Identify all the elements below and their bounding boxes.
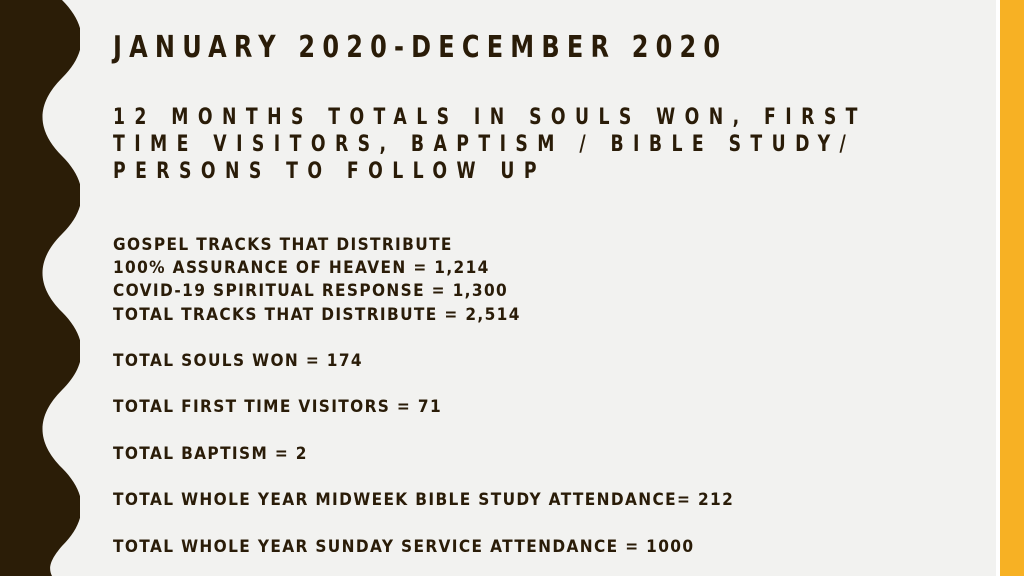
stat-line-covid-response: COVID-19 SPIRITUAL RESPONSE = 1,300 — [113, 281, 509, 302]
stats-list — [113, 234, 734, 559]
stat-line-midweek-bible-study: TOTAL WHOLE YEAR MIDWEEK BIBLE STUDY ATTENDANCE= 212 — [113, 490, 735, 511]
stat-line-baptism: TOTAL BAPTISM = 2 — [113, 443, 308, 464]
stat-line-first-time-visitors: TOTAL FIRST TIME VISITORS = 71 — [113, 397, 443, 418]
slide-title: JANUARY 2020-DECEMBER 2020 — [113, 30, 728, 65]
stat-line-gospel-tracks-heading: GOSPEL TRACKS THAT DISTRIBUTE — [113, 235, 453, 255]
right-accent-stripe — [1000, 0, 1024, 576]
left-wavy-border — [0, 0, 80, 576]
stat-line-sunday-service: TOTAL WHOLE YEAR SUNDAY SERVICE ATTENDANCE = 1000 — [113, 536, 695, 557]
stat-line-assurance-of-heaven: 100% ASSURANCE OF HEAVEN = 1,214 — [113, 258, 490, 279]
stat-line-souls-won: TOTAL SOULS WON = 174 — [113, 351, 363, 371]
stat-line-total-tracks: TOTAL TRACKS THAT DISTRIBUTE = 2,514 — [113, 304, 521, 325]
slide-subtitle: 12 MONTHS TOTALS IN SOULS WON, FIRST TIME VISITORS, BAPTISM / BIBLE STUDY/ PERSONS TO FOLLOW UP — [113, 105, 867, 184]
